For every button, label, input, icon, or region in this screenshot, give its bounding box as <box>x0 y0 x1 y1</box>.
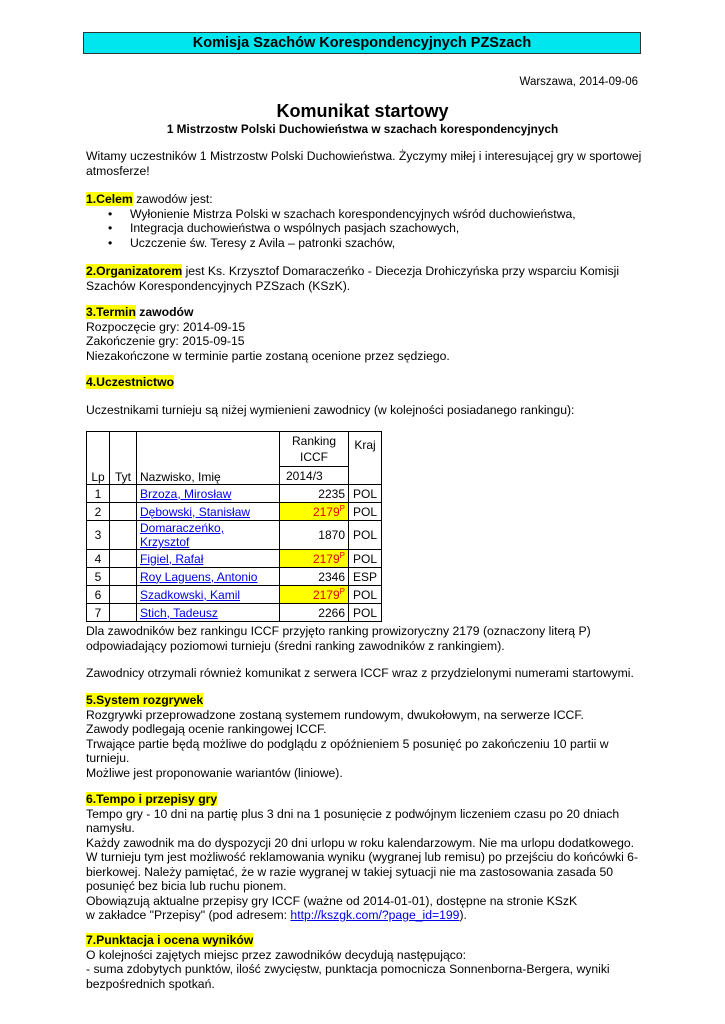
table-row <box>87 503 382 521</box>
section-term <box>86 305 646 363</box>
iccf-message-note: Zawodnicy otrzymali również komunikat z serwera ICCF wraz z przydzielonymi numerami startowymi. <box>86 666 634 680</box>
rank-value: 2179 <box>312 552 340 566</box>
cell-tyt <box>110 485 137 503</box>
provisional-marker: P <box>339 551 345 560</box>
section-scoring <box>86 933 646 991</box>
col-rank-header-line1: Ranking <box>291 434 337 448</box>
col-country-header: Kraj <box>349 432 382 485</box>
cell-country: POL <box>349 485 382 503</box>
section-organizer <box>86 264 646 293</box>
cell-lp: 1 <box>87 485 110 503</box>
tempo-last-line-prefix: w zakładce "Przepisy" (pod adresem: <box>86 908 291 922</box>
tempo-line: Tempo gry - 10 dni na partię plus 3 dni na 1 posunięcie z podwójnym liczeniem czasu po 20 dniach namysłu. <box>86 806 620 835</box>
goal-item: • Uczczenie św. Teresy z Avila – patronki szachów, <box>86 236 646 251</box>
rank-value: 2179 <box>312 505 340 519</box>
goal-list <box>86 207 646 251</box>
cell-rank <box>280 586 349 604</box>
tempo-line: W turnieju tym jest możliwość reklamowania wyniku (wygranej lub remisu) po przejściu do końcówki 6-bierkowej. Należy pamiętać, że w razie wygranej w takiej sytuacji nie ma zastosowania zasada 50 posunięć bez bicia lub ruchu pionem. <box>86 850 639 893</box>
system-line: Rozgrywki przeprowadzone zostaną systemem rundowym, dwukołowym, na serwerze ICCF. <box>86 707 584 722</box>
cell-rank <box>280 485 349 503</box>
cell-country: ESP <box>349 568 382 586</box>
provisional-rank-note: Dla zawodników bez rankingu ICCF przyjęto ranking prowizoryczny 2179 (oznaczony literą P) odpowiadający poziomowi turnieju (średni ranking zawodników z rankingiem). <box>86 624 591 653</box>
col-name-header: Nazwisko, Imię <box>137 432 280 485</box>
table-header-row <box>87 432 382 467</box>
table-row <box>87 485 382 503</box>
cell-name[interactable] <box>137 503 280 521</box>
cell-lp: 7 <box>87 604 110 622</box>
table-row <box>87 604 382 622</box>
cell-lp: 4 <box>87 550 110 568</box>
section-goal <box>86 192 646 250</box>
section-participation-heading <box>86 375 646 390</box>
cell-name[interactable] <box>137 550 280 568</box>
section-organizer-text: jest Ks. Krzysztof Domaraczeńko - Diecezja Drohiczyńska przy wsparciu Komisji Szachów Korespondencyjnych PZSzach (KSzK). <box>86 264 620 293</box>
document-subtitle: 1 Mistrzostw Polski Duchowieństwa w szachach korespondencyjnych <box>166 122 559 136</box>
cell-country: POL <box>349 586 382 604</box>
section-tempo-label: 6.Tempo i przepisy gry <box>86 792 218 806</box>
section-tempo <box>86 792 646 923</box>
system-line: Możliwe jest proponowanie wariantów (liniowe). <box>86 765 343 780</box>
term-line: Rozpoczęcie gry: 2014-09-15 <box>86 319 246 334</box>
section-goal-heading <box>86 192 646 207</box>
cell-country: POL <box>349 550 382 568</box>
rank-value: 1870 <box>318 528 345 542</box>
section-system-label: 5.System rozgrywek <box>86 693 204 707</box>
section-term-heading-rest: zawodów <box>135 305 194 319</box>
cell-tyt <box>110 521 137 550</box>
section-term-label: 3.Termin <box>86 305 136 319</box>
cell-rank <box>280 568 349 586</box>
goal-item: • Integracja duchowieństwa o wspólnych pasjach szachowych, <box>86 221 646 236</box>
participation-intro: Uczestnikami turnieju są niżej wymienieni zawodnicy (w kolejności posiadanego rankingu): <box>86 403 575 417</box>
cell-name[interactable] <box>137 521 280 550</box>
system-line: Zawody podlegają ocenie rankingowej ICCF. <box>86 722 327 736</box>
cell-lp: 3 <box>87 521 110 550</box>
cell-tyt <box>110 550 137 568</box>
tempo-line: Obowiązują aktualne przepisy gry ICCF (ważne od 2014-01-01), dostępne na stronie KSzK <box>86 893 578 908</box>
commission-banner: Komisja Szachów Korespondencyjnych PZSzach <box>83 32 641 54</box>
cell-lp: 5 <box>87 568 110 586</box>
player-name-link[interactable]: Szadkowski, Kamil <box>140 587 241 602</box>
scoring-line: - suma zdobytych punktów, ilość zwycięstw, punktacja pomocnicza Sonnenborna-Bergera, wyniki bezpośrednich spotkań. <box>86 962 610 991</box>
section-scoring-heading <box>86 933 646 948</box>
cell-rank <box>280 521 349 550</box>
player-name-link[interactable]: Stich, Tadeusz <box>140 605 218 620</box>
cell-country: POL <box>349 521 382 550</box>
tempo-line: Każdy zawodnik ma do dyspozycji 20 dni urlopu w roku kalendarzowym. Nie ma urlopu dodatkowego. <box>86 835 635 850</box>
table-row <box>87 550 382 568</box>
cell-name[interactable] <box>137 485 280 503</box>
section-term-heading <box>86 305 646 320</box>
cell-name[interactable] <box>137 586 280 604</box>
player-name-link[interactable]: Brzoza, Mirosław <box>140 486 232 501</box>
rank-value: 2235 <box>318 486 345 501</box>
cell-country: POL <box>349 503 382 521</box>
player-name-link[interactable]: Domaraczeńko, Krzysztof <box>140 521 225 549</box>
cell-name[interactable] <box>137 604 280 622</box>
rules-link[interactable]: http://kszgk.com/?page_id=199 <box>290 908 460 922</box>
table-row <box>87 568 382 586</box>
player-name-link[interactable]: Dębowski, Stanisław <box>140 504 251 519</box>
cell-lp: 2 <box>87 503 110 521</box>
cell-tyt <box>110 586 137 604</box>
player-name-link[interactable]: Roy Laguens, Antonio <box>140 569 258 584</box>
provisional-marker: P <box>339 504 345 513</box>
section-system <box>86 693 646 780</box>
intro-paragraph: Witamy uczestników 1 Mistrzostw Polski Duchowieństwa. Życzymy miłej i interesującej gry w sportowej atmosferze! <box>86 149 642 178</box>
col-rank-header <box>280 432 349 467</box>
tempo-last-line-suffix: ). <box>459 908 467 922</box>
system-line: Trwające partie będą możliwe do podglądu z opóźnieniem 5 posunięć po zakończeniu 10 partii w turnieju. <box>86 736 609 765</box>
table-row <box>87 586 382 604</box>
cell-country: POL <box>349 604 382 622</box>
cell-tyt <box>110 604 137 622</box>
cell-lp: 6 <box>87 586 110 604</box>
section-system-heading <box>86 693 646 708</box>
rank-value: 2346 <box>318 569 345 584</box>
participants-table <box>86 431 382 622</box>
cell-rank <box>280 604 349 622</box>
table-row <box>87 521 382 550</box>
cell-name[interactable] <box>137 568 280 586</box>
rank-value: 2266 <box>318 605 345 620</box>
section-organizer-label: 2.Organizatorem <box>86 264 183 278</box>
cell-rank <box>280 503 349 521</box>
term-line: Zakończenie gry: 2015-09-15 <box>86 334 245 348</box>
tempo-last-line <box>86 908 646 923</box>
col-tyt-header: Tyt <box>110 432 137 485</box>
col-rank-subheader: 2014/3 <box>280 467 349 485</box>
section-goal-heading-rest: zawodów jest: <box>132 192 213 206</box>
table-body <box>87 485 382 622</box>
section-scoring-label: 7.Punktacja i ocena wyników <box>86 933 254 947</box>
section-tempo-heading <box>86 792 646 807</box>
col-rank-header-line2: ICCF <box>300 450 328 464</box>
goal-item: • Wyłonienie Mistrza Polski w szachach korespondencyjnych wśród duchowieństwa, <box>86 207 646 222</box>
col-lp-header: Lp <box>87 432 110 485</box>
player-name-link[interactable]: Figiel, Rafał <box>140 551 204 566</box>
cell-rank <box>280 550 349 568</box>
cell-tyt <box>110 503 137 521</box>
provisional-marker: P <box>339 587 345 596</box>
scoring-line: O kolejności zajętych miejsc przez zawodników decydują następująco: <box>86 947 467 962</box>
document-date: Warszawa, 2014-09-06 <box>519 76 638 88</box>
section-participation-label: 4.Uczestnictwo <box>86 375 175 389</box>
rank-value: 2179 <box>312 588 340 602</box>
cell-tyt <box>110 568 137 586</box>
document-title: Komunikat startowy <box>276 101 449 121</box>
term-line: Niezakończone w terminie partie zostaną ocenione przez sędziego. <box>86 348 450 363</box>
section-goal-label: 1.Celem <box>86 192 133 206</box>
